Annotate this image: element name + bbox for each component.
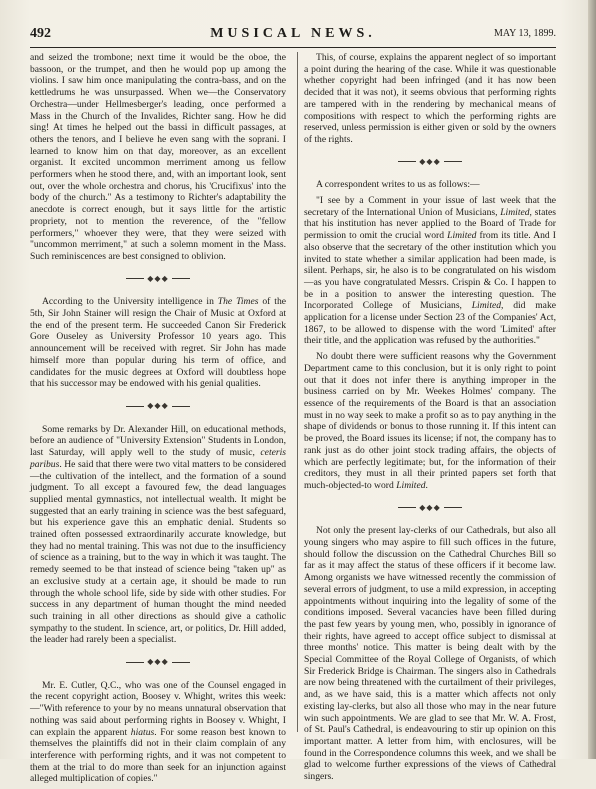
publication-title: MUSICAL NEWS.: [210, 26, 376, 41]
stainer-paragraph: [30, 296, 286, 390]
hill-paragraph: [30, 424, 286, 646]
text-run: from its title. And I also observe that the secretary of the other institution which you invited to state whether a similar application had been made, is silent. Perhaps, sir, he also is to be congratulated on his wisdom—as you have congratulated Messrs. Crispin & Co. I happen to be in a position to answer the interesting question. The Incorporated College of Musicians,: [304, 230, 556, 312]
text-run: "I see by a Comment in your issue of last week that the secretary of the International Union of Musicians,: [304, 195, 556, 218]
page-number: 492: [30, 26, 51, 41]
text-run: . He said that there were two vital matters to be considered—the cultivation of the intellect, and the formation of a sound judgment. To all except a favoured few, the dead languages supplied mental gymnastics, not intellectual wealth. It might be suggested that an early training in science was the best safeguard, but his experience gave this an emphatic denial. Students so trained often possessed extraordinarily accurate knowledge, but they had no mental training. This was not due to the insufficiency of science as a training, but to the way in which it was taught. The remedy seemed to be that instead of science being "taken up" as an exclusive study at a certain age, it should be made to run through the whole school life, side by side with other studies. For success in any department of human thought the mind needed such training in all other directions as should give a catholic sympathy to the student. In science, art, or politics, Dr. Hill added, the leader had rarely been a specialist.: [30, 458, 286, 646]
cutler-paragraph: [30, 680, 286, 785]
italic-text: The Times: [217, 296, 259, 308]
section-ornament: ◆◆◆: [304, 502, 556, 514]
italic-text: Limited: [396, 479, 426, 491]
italic-text: Limited: [447, 230, 477, 242]
section-ornament: ◆◆◆: [30, 656, 286, 668]
copyright-paragraph: This, of course, explains the apparent neglect of so important a point during the hearing of the case. While it was questionable whether copyright had been infringed (and it has now been decided that it was not), it seems obvious that performing rights are tampered with in the rendering by mechanical means of compositions with respect to which the performing rights are reserved, unless permission is either given or sold by the owners of the rights.: [304, 52, 556, 145]
italic-text: Limited: [500, 206, 530, 218]
italic-text: Limited: [471, 300, 502, 312]
italic-text: ceteris paribus: [30, 447, 286, 470]
text-run: , did make application for a license under Section 23 of the Companies' Act, 1867, to be allowed to dispense with the word 'Limited' after their title, and the application was refused by the authorities.": [304, 300, 556, 347]
text-run: Some remarks by Dr. Alexander Hill, on educational methods, before an audience of "University Extension" Students in London, last Saturday, will apply well to the study of music,: [30, 423, 286, 459]
text-run: . For some reason best known to themselves the plaintiffs did not in their claim complain of any interference with performing rights, and it was not competent to them at the trial to do more than seek for an injunction against alleged multiplication of copies.": [30, 726, 286, 785]
section-ornament: ◆◆◆: [30, 400, 286, 412]
government-paragraph: [304, 351, 556, 491]
text-run: According to the University intelligence in: [42, 296, 218, 308]
text-run: .: [425, 479, 428, 491]
text-run: Mr. E. Cutler, Q.C., who was one of the Counsel engaged in the recent copyright action, Boosey v. Whight, writes this week:—"With reference to your by no means unnatural observation that nothing was said about performing rights in Boosey v. Whight, I can explain the apparent: [30, 679, 286, 738]
section-ornament: ◆◆◆: [30, 273, 286, 285]
left-column: [30, 52, 286, 789]
text-run: , states that his institution has never applied to the Board of Trade for permission to omit the crucial word: [304, 206, 556, 242]
page-header: [30, 26, 556, 46]
cathedral-paragraph: Not only the present lay-clerks of our Cathedrals, but also all young singers who may aspire to fill such offices in the future, should follow the discussion on the Cathedral Churches Bill so far as it may affect the status of these officers if it become law. Among organists we have witnessed recently the commission of several errors of judgment, to use a mild expression, in accepting appointments without inquiring into the legality of some of the conditions imposed. Several vacancies have been filled during the past few years by young men, who, possibly in ignorance of their rights, have agreed to accept office subject to dismissal at three months' notice. This matter is being dealt with by the Special Committee of the Royal College of Organists, of which Sir Frederick Bridge is Chairman. The singers also in Cathedrals are now being threatened with the curtailment of their privileges, and, as we have said, this is a matter which affects not only existing lay-clerks, but also all those who may in the near future win such appointments. We are glad to see that Mr. W. A. Frost, of St. Paul's Cathedral, is endeavouring to stir up opinion on this important matter. A letter from him, with enclosures, will be found in the Correspondence columns this week, and we shall be glad to welcome further expressions of the views of Cathedral singers.: [304, 525, 556, 783]
correspondent-letter: [304, 195, 556, 347]
text-run: No doubt there were sufficient reasons why the Government Department came to this conclusion, but it is only right to point out that it does not infer there is anything improper in the business carried on by Mr. Weekes Holmes' company. The essence of the requirements of the Board is that an association must in no way seek to make a profit so as to pay anything in the shape of dividends or bonus to those running it. If this intent can be proved, the Board issues its license; if not, the company has to rank just as do other joint stock trading affairs, the objects of which are perfectly legitimate; but, for the information of their creditors, they must in all their printed papers set forth that much-objected-to word: [304, 351, 556, 491]
richter-paragraph: and seized the trombone; next time it would be the oboe, the bassoon, or the trumpet, and then he would pop up among the violins. I saw him once manipulating the contra-bass, and on the kettledrums he was unsurpassed. When we—the Conservatory Orchestra—under Hellmesberger's leading, once performed a Mass in the Church of the Invalides, Richter sang. How he did sing! At times he helped out the bassi in difficult passages, at others the tenors, and I believe he even sang with the soprani. I learned to know him on that day, moreover, as an excellent organist. It excited uncommon merriment among us fellow performers when he stood there, and, with an important look, sent out, over the whole orchestra and chorus, his 'Crucifixus' into the body of the church." As a testimony to Richter's adaptability the anecdote is correct enough, but it says little for the artistic propriety, not to mention the reverence, of the "fellow performers," whoever they were, that they were seized with "uncommon merriment," at such a solemn moment in the Mass. Such reminiscences are best consigned to oblivion.: [30, 52, 286, 262]
issue-date: MAY 13, 1899.: [493, 28, 556, 39]
italic-text: hiatus: [130, 726, 155, 738]
header-rule: [30, 47, 556, 48]
column-divider: [297, 52, 298, 732]
right-column: [304, 52, 556, 787]
text-run: of the 5th, Sir John Stainer will resign the Chair of Music at Oxford at the end of the present term. He succeeded Canon Sir Frederick Gore Ouseley as University Professor 10 years ago. This announcement will be received with regret. Sir John has made himself more than popular during his term of office, and candidates for the music degrees at Oxford will doubtless hope that his successor may be endowed with his genial qualities.: [30, 296, 286, 390]
section-ornament: ◆◆◆: [304, 156, 556, 168]
page-edge-shadow: [588, 0, 596, 759]
correspondent-intro: A correspondent writes to us as follows:—: [316, 179, 480, 191]
